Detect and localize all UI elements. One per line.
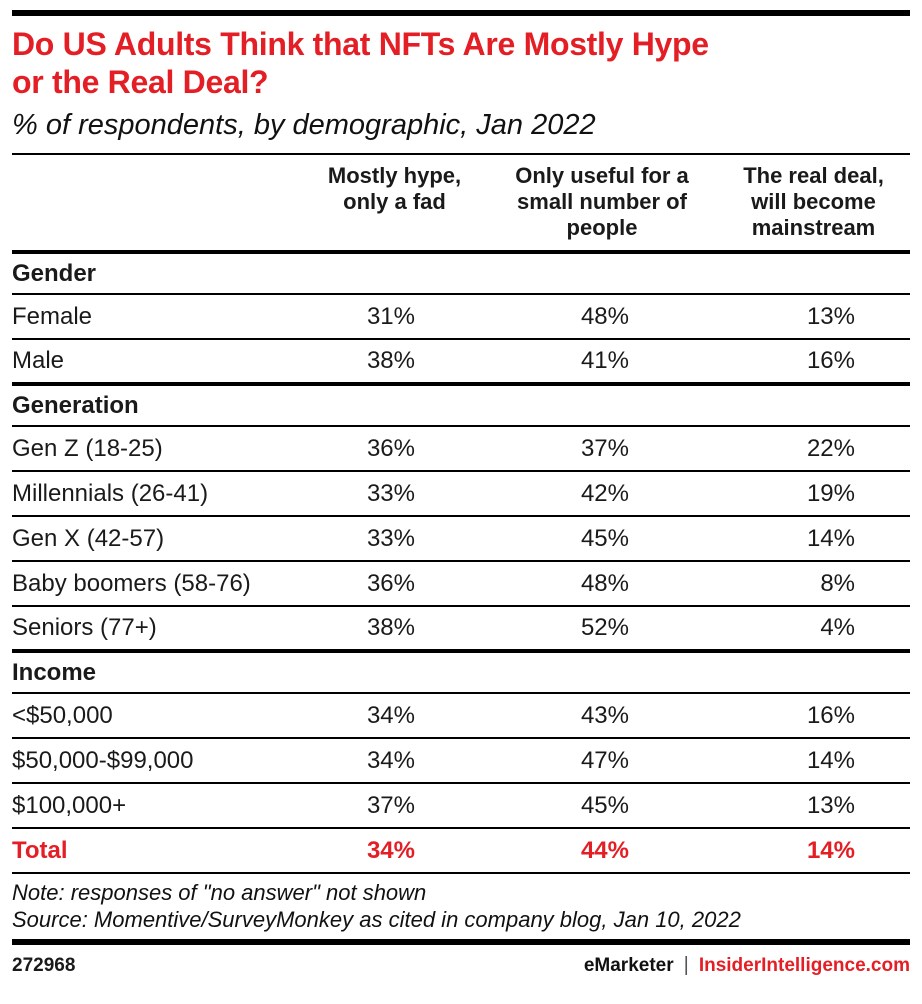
cell-value: 31% <box>366 302 415 330</box>
note-text: Note: responses of "no answer" not shown <box>12 880 427 905</box>
total-label: Total <box>12 836 68 864</box>
cell-value: 36% <box>366 569 415 597</box>
chart-container <box>0 10 922 977</box>
table-row-seniors <box>12 606 910 651</box>
row-label: Gen X (42-57) <box>12 524 165 552</box>
table-row-millennials <box>12 471 910 516</box>
chart-table <box>12 153 910 874</box>
chart-title-line2: or the Real Deal? <box>12 64 269 100</box>
cell-value: 52% <box>580 614 629 641</box>
section-label: Gender <box>12 259 97 287</box>
cell-value: 48% <box>580 302 629 330</box>
cell-value: 38% <box>366 347 415 374</box>
cell-value: 34% <box>366 746 415 774</box>
insider-intelligence-link[interactable]: InsiderIntelligence.com <box>698 954 910 976</box>
cell-value: 37% <box>580 434 629 462</box>
top-rule <box>12 10 910 16</box>
row-label: Baby boomers (58-76) <box>12 569 251 597</box>
column-header-real-deal <box>717 154 910 252</box>
total-value: 44% <box>580 836 629 864</box>
total-value: 14% <box>806 836 855 864</box>
table-row-gen-x <box>12 516 910 561</box>
table-row-female <box>12 294 910 339</box>
section-label: Income <box>12 658 97 686</box>
bottom-rule <box>12 939 910 945</box>
row-label: Gen Z (18-25) <box>12 434 163 462</box>
table-header-row <box>12 154 910 252</box>
chart-id: 272968 <box>12 954 76 976</box>
cell-value: 33% <box>366 524 415 552</box>
cell-value: 8% <box>820 569 855 597</box>
cell-value: 45% <box>580 524 629 552</box>
table-row-male <box>12 339 910 384</box>
cell-value: 33% <box>366 479 415 507</box>
section-header-income <box>12 651 910 693</box>
chart-title-line1: Do US Adults Think that NFTs Are Mostly Hype <box>12 26 709 62</box>
column-header-line: Mostly hype, <box>327 163 462 188</box>
row-label: $100,000+ <box>12 791 127 819</box>
cell-value: 22% <box>806 434 855 462</box>
column-header-line: Only useful for a <box>515 163 689 188</box>
cell-value: 14% <box>806 524 855 552</box>
row-label: <$50,000 <box>12 701 113 729</box>
column-header-line: The real deal, <box>743 163 884 188</box>
table-row-gen-z <box>12 426 910 471</box>
cell-value: 4% <box>820 614 855 641</box>
cell-value: 47% <box>580 746 629 774</box>
column-header-line: small number of <box>517 189 687 214</box>
column-header-mostly-hype <box>302 154 487 252</box>
table-row-baby-boomers <box>12 561 910 606</box>
chart-subtitle: % of respondents, by demographic, Jan 2022 <box>12 109 596 141</box>
section-header-generation <box>12 384 910 426</box>
cell-value: 41% <box>580 347 629 374</box>
cell-value: 43% <box>580 701 629 729</box>
cell-value: 34% <box>366 701 415 729</box>
cell-value: 42% <box>580 479 629 507</box>
cell-value: 19% <box>806 479 855 507</box>
column-header-line: only a fad <box>343 189 446 214</box>
cell-value: 36% <box>366 434 415 462</box>
brand-group <box>584 954 910 977</box>
column-header-only-useful <box>487 154 717 252</box>
section-header-gender <box>12 252 910 294</box>
source-text: Source: Momentive/SurveyMonkey as cited in company blog, Jan 10, 2022 <box>12 907 741 932</box>
cell-value: 13% <box>806 302 855 330</box>
table-row-under-50k <box>12 693 910 738</box>
table-row-50k-99k <box>12 738 910 783</box>
row-label: $50,000-$99,000 <box>12 746 194 774</box>
table-row-total <box>12 828 910 873</box>
footnotes <box>12 879 910 933</box>
table-header-empty-cell <box>12 154 302 252</box>
brand-separator: | <box>683 954 689 976</box>
column-header-line: mainstream <box>751 215 876 240</box>
cell-value: 14% <box>806 746 855 774</box>
row-label: Seniors (77+) <box>12 614 157 641</box>
column-header-line: people <box>566 215 638 240</box>
footer <box>12 954 910 977</box>
row-label: Millennials (26-41) <box>12 479 209 507</box>
chart-title <box>12 25 910 101</box>
cell-value: 16% <box>806 701 855 729</box>
row-label: Male <box>12 347 65 374</box>
cell-value: 48% <box>580 569 629 597</box>
row-label: Female <box>12 302 93 330</box>
total-value: 34% <box>366 836 415 864</box>
cell-value: 16% <box>806 347 855 374</box>
emarketer-logo: eMarketer <box>583 954 674 976</box>
table-row-100k-plus <box>12 783 910 828</box>
cell-value: 45% <box>580 791 629 819</box>
cell-value: 13% <box>806 791 855 819</box>
cell-value: 38% <box>366 614 415 641</box>
section-label: Generation <box>12 391 139 419</box>
cell-value: 37% <box>366 791 415 819</box>
column-header-line: will become <box>751 189 876 214</box>
